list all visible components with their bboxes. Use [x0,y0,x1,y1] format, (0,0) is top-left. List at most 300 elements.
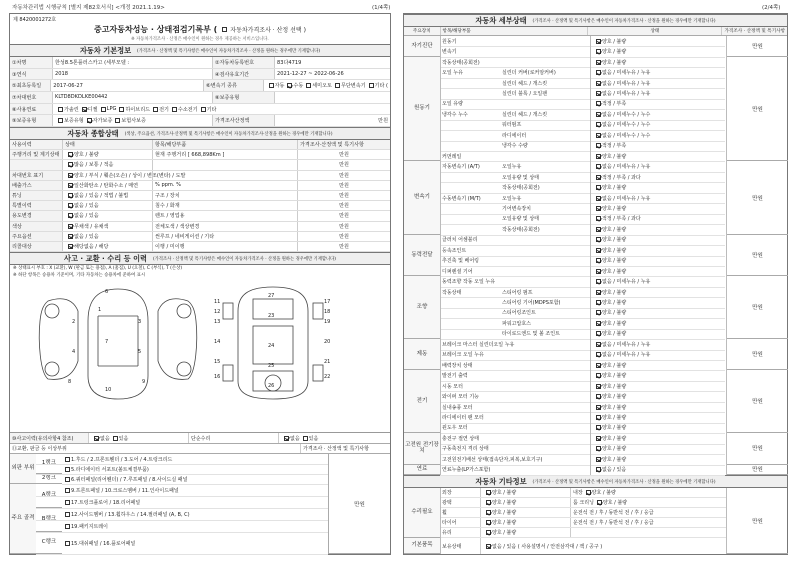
checkbox[interactable] [65,467,70,472]
part-number: 27 [268,293,275,299]
price-unit: 만원 [274,115,390,126]
detail-row [440,130,726,140]
frame-part-row [62,520,328,532]
summary-row [10,160,390,170]
detail-price: 만원 [726,161,788,234]
page-2 [403,13,788,555]
checkbox[interactable] [94,436,99,441]
basic-label: ⑥변속기 종류 [203,80,262,91]
other-state [480,488,570,497]
detail-row [440,287,726,297]
detail-state-text: 없음 / 미세누수 / 누수 [602,111,651,118]
detail-header: 자동차 세부상태 (가격조사 · 산정액 및 특기사항은 매수인이 자동차가격조사 · 산정을 원하는 경우에만 기재합니다) [404,14,787,27]
checkbox[interactable] [65,500,70,505]
doc-title-row [10,23,390,36]
checkbox[interactable] [596,206,601,211]
checkbox[interactable] [596,227,601,232]
checkbox[interactable] [596,331,601,336]
detail-item [440,141,500,151]
detail-state-text: 적정 / 부족 / 과다 [602,174,641,181]
detail-row [440,36,726,46]
other-state-text: 양호 / 불량 [492,510,517,516]
detail-state-text: 적정 / 부족 / 과다 [602,216,641,223]
summary-block [10,140,390,252]
fuel-row [10,104,390,116]
rank-c-label: C랭크 [36,532,62,554]
option-label: 기타 ( [374,83,388,90]
basic-value: 한성8.5톤플러스카고 (세부모델 : [52,57,212,68]
doc-title-option: 자동차가격조사 · 산정 선택 ) [230,27,306,34]
summary-price: 만원 [297,242,390,251]
checkbox[interactable] [58,107,63,112]
summary-row [10,191,390,201]
frame-part-row-text: 12.사이드멤버 / 13.휠하우스 / 14.필러패널 (A, B, C) [71,511,190,518]
detail-state [590,46,726,56]
checkbox[interactable] [287,83,292,88]
summary-state [62,222,152,231]
checkbox[interactable] [596,269,601,274]
detail-row [440,329,726,339]
summary-item-name: 용도변경 [10,211,62,220]
part-number: 10 [105,387,112,393]
checkbox[interactable] [596,49,601,54]
other-label: 타이어 [442,520,457,526]
other-row [440,508,726,518]
detail-state [590,381,726,391]
basic-value [274,69,390,80]
detail-subitem: 작동상태(공회전) [502,226,540,233]
detail-state [590,360,726,370]
summary-state [62,191,152,200]
basic-value [274,92,390,103]
detail-item: 브레이크 오일 누유 [442,352,484,359]
detail-category: 연료 [404,465,440,475]
detail-state [590,318,726,328]
checkbox[interactable] [68,162,73,167]
checkbox[interactable] [101,107,106,112]
detail-item: 변속기 [442,49,457,56]
checkbox[interactable] [596,394,601,399]
other-state-2-text: 양호 / 불량 [591,490,616,496]
detail-subitem: 타이로드엔드 및 볼 조인트 [502,331,560,338]
checkbox[interactable] [486,530,491,535]
checkbox[interactable] [269,83,274,88]
checkbox[interactable] [68,203,73,208]
detail-state-text: 적정 / 부족 [602,101,627,108]
other-block [404,488,787,554]
detail-state [590,182,726,192]
part-number: 2 [72,319,76,325]
summary-state [62,211,152,220]
detail-item [440,214,500,224]
checkbox[interactable] [596,321,601,326]
checkbox[interactable] [68,234,73,239]
page-1 [9,13,391,555]
summary-item-name: 색상 [10,222,62,231]
car-diagram-outer [28,281,208,401]
checkbox[interactable] [65,488,70,493]
summary-state [62,242,152,251]
basic-info-header: 자동차 기본정보 (가격조사 · 산정액 및 특기사항은 매수인이 자동차가격조사 · 산정을 원하는 경우에만 기재합니다) [10,44,390,57]
detail-subitem: 라디에이터 [502,132,527,139]
checkbox[interactable] [596,290,601,295]
checkbox[interactable] [596,164,601,169]
summary-item-name: 튜닝 [10,191,62,200]
basic-value-text: 83다4719 [277,59,302,66]
detail-subitem: 실린더 커버(로커암커버) [502,70,556,77]
detail-subitem: 실린더 블록 / 오일팬 [502,90,548,97]
detail-row [440,297,726,307]
checkbox[interactable] [335,83,340,88]
other-label-2 [570,508,726,517]
part-number: 21 [324,359,331,365]
basic-value: 2017-06-27 [50,80,203,91]
detail-item: 연료누출(LP가스포함) [442,467,491,474]
detail-item [440,203,500,213]
detail-state [590,36,726,46]
checkbox[interactable] [596,101,601,106]
summary-price: 만원 [297,181,390,190]
checkbox[interactable] [284,436,289,441]
checkbox[interactable] [596,352,601,357]
detail-state [590,99,726,109]
checkbox[interactable] [68,224,73,229]
checkbox[interactable] [596,70,601,75]
detail-state-text: 양호 / 불량 [602,425,627,432]
other-state [480,508,570,517]
option-label: LPG [106,106,117,113]
part-number: 12 [214,309,221,315]
detail-row [440,214,726,224]
checkbox[interactable] [65,477,70,482]
checkbox[interactable] [596,237,601,242]
part-number: 14 [214,339,221,345]
checkbox[interactable] [486,520,491,525]
car-diagram-area [10,279,390,433]
summary-item-name: 주행거리 및 계기상태 [10,150,62,159]
other-label-2-text: 운전석 전 / 후 / 동반석 전 / 후 / 응급 [573,510,654,516]
checkbox[interactable] [115,118,120,123]
outer-part-row-text: 5.라디에이터 서포트(볼트체결부품) [71,466,149,473]
detail-row [440,266,726,276]
outer-part-row [62,464,328,474]
other-price: 만원 [726,488,788,554]
checkbox[interactable] [596,185,601,190]
part-number: 22 [324,374,331,380]
detail-row [440,224,726,234]
page-number-left: (1/4쪽) [372,5,391,11]
checkbox[interactable] [65,541,70,546]
part-number: 20 [324,339,331,345]
option-label: 가솔린 [64,106,79,113]
detail-price: 만원 [726,433,788,464]
part-number: 17 [324,299,331,305]
checkbox[interactable] [306,83,311,88]
parts-header-row [10,444,390,454]
checkbox[interactable] [596,310,601,315]
detail-state [590,266,726,276]
detail-item: 발전기 출력 [442,373,468,380]
rank-2-label: 2랭크 [36,474,62,484]
outer-part-row [62,454,328,464]
outer-category: 외판 부위 [10,454,36,484]
option-label: 수소전기 [177,106,198,113]
summary-detail: 현재 주행거리 [ 668,898Km ] [152,150,297,159]
checkbox[interactable] [82,107,87,112]
checkbox[interactable] [486,500,491,505]
detail-row [440,381,726,391]
checkbox[interactable] [153,107,158,112]
frame-part-row-text: 9.프론트패널 / 10.크로스멤버 / 11.인사이드패널 [71,487,179,494]
detail-col-device: 주요장치 [412,29,431,34]
checkbox[interactable] [596,363,601,368]
basic-row [10,80,390,92]
checkbox[interactable] [65,524,70,529]
detail-state [590,329,726,339]
checkbox[interactable] [486,490,491,495]
header-left: 자동차관리법 시행규칙 [별지 제82호서식] <개정 2021.1.19> [12,5,165,11]
checkbox[interactable] [596,436,601,441]
checkbox[interactable] [596,133,601,138]
frame-part-row [62,508,328,520]
summary-item-name: 특별이력 [10,201,62,210]
detail-row [440,276,726,286]
checkbox[interactable] [596,384,601,389]
detail-state [590,370,726,380]
basic-row [10,57,390,69]
checkbox[interactable] [486,510,491,515]
summary-row [10,171,390,181]
detail-item: 자동변속기 (A/T) [442,164,480,171]
detail-state [590,151,726,161]
detail-state-text: 양호 / 불량 [602,185,627,192]
checkbox[interactable] [68,173,73,178]
detail-item: 원동기 [442,38,457,45]
detail-row [440,141,726,151]
other-row [440,528,726,538]
summary-header: 자동차 종합상태 (색상, 주요옵션, 가격조사·산정액 및 특기사항은 매수인이 자동차가격조사·산정을 원하는 경우에만 기재합니다) [10,127,390,140]
detail-category: 동력전달 [404,235,440,277]
checkbox[interactable] [596,112,601,117]
option-label: 보증유형 [64,118,84,125]
detail-state [590,88,726,98]
checkbox[interactable] [596,457,601,462]
checkbox[interactable] [596,415,601,420]
detail-subitem: 냉각수 수량 [502,143,528,150]
option-label: 자가보증 [92,118,113,125]
option-label: 전기 [159,106,169,113]
detail-row [440,433,726,443]
detail-category: 변속기 [404,161,440,234]
checkbox[interactable] [596,405,601,410]
checkbox[interactable] [596,425,601,430]
option-label: 수동 [293,83,304,90]
detail-item [440,297,500,307]
detail-row [440,57,726,67]
detail-item: 커먼레일 [442,153,462,160]
detail-item [440,78,500,88]
detail-state-text: 양호 / 불량 [602,268,627,275]
checkbox[interactable] [172,107,177,112]
detail-state [590,454,726,464]
checkbox[interactable] [119,107,124,112]
other-label: 광택 [442,500,452,506]
detail-state [590,57,726,67]
part-number: 15 [214,359,221,365]
summary-row [10,181,390,191]
basic-label: ②자동차등록번호 [212,57,274,68]
part-number: 3 [138,319,142,325]
summary-row [10,242,390,252]
detail-state [590,78,726,88]
checkbox[interactable] [586,490,591,495]
detail-row [440,161,726,171]
frame-part-row-text: 17.트렁크플로어 / 18.리어패널 [71,499,141,506]
checkbox[interactable] [596,342,601,347]
detail-state-text: 양호 / 불량 [602,415,627,421]
checkbox[interactable] [596,196,601,201]
checkbox[interactable] [596,300,601,305]
detail-state [590,256,726,266]
checkbox[interactable] [68,244,73,249]
summary-state [62,201,152,210]
checkbox[interactable] [596,279,601,284]
detail-state [590,203,726,213]
detail-item: 등속조인트 [442,247,467,254]
checkbox[interactable] [596,60,601,65]
checkbox[interactable] [596,143,601,148]
detail-row [440,318,726,328]
summary-state-text: 양호 / 불량 [74,152,99,159]
summary-detail: 침수 / 화재 [152,201,297,210]
checkbox[interactable] [596,373,601,378]
detail-row [440,67,726,77]
detail-item: 브레이크 마스터 실린더오일 누유 [442,341,515,348]
summary-price: 만원 [297,211,390,220]
fuel-options [52,104,390,115]
checkbox[interactable] [596,467,601,472]
page-number-right: (2/4쪽) [762,5,781,11]
summary-detail: 이행 / 미이행 [152,242,297,251]
other-state-text: 양호 / 불량 [492,490,517,496]
detail-col-price: 가격조사 · 산정액 및 특기사항 [721,27,787,35]
outer-part-row-text: 1.후드 / 2.프론트휀더 / 3.도어 / 4.트렁크리드 [71,456,173,463]
summary-state [62,232,152,241]
detail-price: 만원 [726,370,788,433]
detail-row [440,88,726,98]
detail-row [440,151,726,161]
summary-detail: % ppm. % [152,181,297,190]
checkbox[interactable] [58,118,63,123]
detail-state [590,444,726,454]
detail-row [440,109,726,119]
detail-category: 고전원 전기장치 [404,433,440,464]
summary-state-text: 없음 / 있음 / 적법 / 불법 [74,193,129,200]
checkbox[interactable] [597,500,602,505]
detail-item: 구동축전지 격리 상태 [442,446,489,453]
checkbox[interactable] [596,175,601,180]
part-number: 8 [68,379,72,385]
checkbox[interactable] [596,81,601,86]
detail-state [590,465,726,475]
checkbox[interactable] [596,446,601,451]
checkbox[interactable] [65,512,70,517]
other-state [480,518,570,527]
outer-part-row [62,474,328,484]
detail-item: 작동상태(공회전) [442,59,480,66]
summary-price: 만원 [297,171,390,180]
summary-item-name: 리콜대상 [10,242,62,251]
price-service-checkbox[interactable] [222,27,227,32]
basic-items-text: 없음 / 있음 ( 사용설명서 / 안전삼각대 / 잭 / 공구 ) [492,543,603,550]
detail-state-text: 없음 / 미세누유 / 누유 [602,195,651,202]
detail-row [440,339,726,349]
checkbox[interactable] [369,83,374,88]
checkbox[interactable] [596,91,601,96]
summary-state-text: 없음 / 있음 [74,213,99,220]
option-label: 기타 [206,106,217,113]
checkbox[interactable] [596,39,601,44]
checkbox[interactable] [68,213,73,218]
other-row [440,518,726,528]
part-number: 5 [138,349,142,355]
summary-price: 만원 [297,191,390,200]
other-label-2-text: 운전석 전 / 후 / 동반석 전 / 후 / 응급 [573,520,654,526]
detail-state-text: 없음 / 미세누유 / 누유 [602,279,651,286]
summary-state [62,160,152,169]
checkbox[interactable] [201,107,206,112]
detail-state-text: 없음 / 미세누유 / 누유 [602,70,651,77]
checkbox[interactable] [68,152,73,157]
option-label: 있음 [308,435,319,442]
basic-label: ⑤최초등록일 [10,80,50,91]
detail-state-text: 양호 / 불량 [602,446,627,453]
basic-row [10,69,390,81]
checkbox[interactable] [303,436,308,441]
checkbox[interactable] [486,544,491,549]
main-frame-category: 주요 골격 [10,484,36,554]
detail-category: 자기진단 [404,36,440,57]
detail-item: 클러치 어셈블리 [442,237,478,244]
other-label: 외장 [442,490,452,496]
checkbox[interactable] [596,216,601,221]
detail-state-text: 없음 / 미세누유 / 누유 [602,164,651,171]
checkbox[interactable] [596,258,601,263]
option-label: 디젤 [87,106,98,113]
checkbox[interactable] [87,118,92,123]
checkbox[interactable] [65,457,70,462]
checkbox[interactable] [596,154,601,159]
detail-row [440,465,726,475]
detail-row [440,444,726,454]
detail-row [440,245,726,255]
checkbox[interactable] [68,193,73,198]
rank-b-label: B랭크 [36,508,62,532]
checkbox[interactable] [68,183,73,188]
basic-value: 2018 [52,69,212,80]
summary-state-text: 없음 / 있음 [74,233,99,240]
checkbox[interactable] [596,122,601,127]
parts-price: 만원 [328,454,390,554]
other-label: 휠 [442,510,447,516]
checkbox[interactable] [596,248,601,253]
detail-row [440,120,726,130]
detail-item: 충전구 절연 상태 [442,435,479,442]
part-number: 4 [72,349,76,355]
checkbox[interactable] [113,436,118,441]
detail-state [590,130,726,140]
detail-price: 만원 [726,339,788,370]
